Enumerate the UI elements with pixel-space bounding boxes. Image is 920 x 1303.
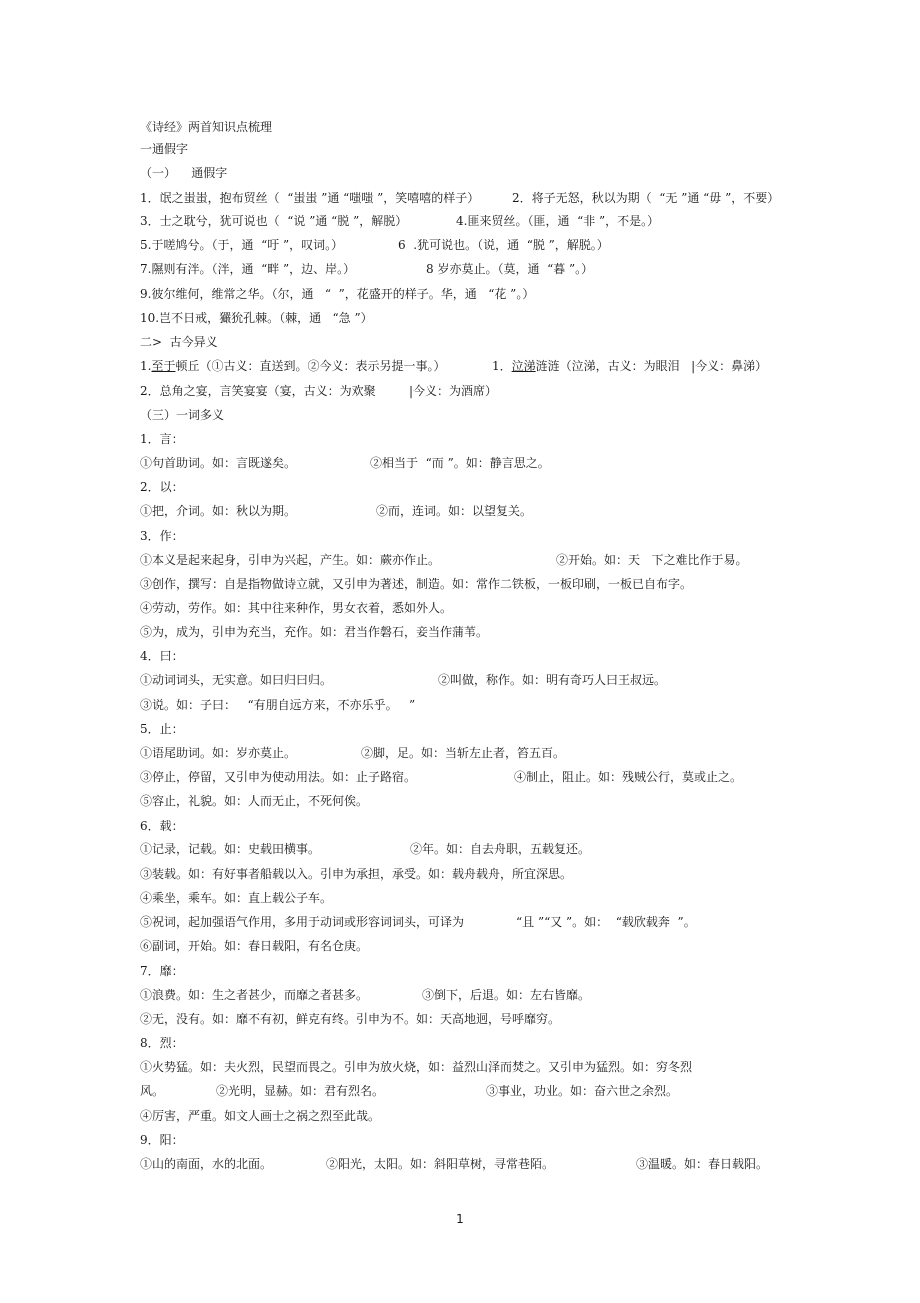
word-zuo-sense-5: ⑤为，成为，引申为充当，充作。如：君当作磐石，妾当作蒲苇。 [140, 625, 489, 639]
tongjia-item-2: 2．将子无怒，秋以为期（ “无 ”通 “毋 ”，不要） [512, 191, 780, 205]
section-heading-2: 二> 古今异义 [140, 335, 218, 349]
tongjia-item-6: 6 .犹可说也。（说，通 “脱 ”，解脱。） [398, 238, 609, 252]
word-heading-mi: 7．靡： [140, 964, 184, 978]
word-zuo-sense-1: ①本义是起来起身，引申为兴起，产生。如：蕨亦作止。 [140, 553, 441, 567]
word-heading-lie: 8．烈： [140, 1036, 184, 1050]
word-zai-sense-3: ③装载。如：有好事者船载以入。引申为承担，承受。如：载舟载舟，所宜深思。 [140, 867, 573, 881]
word-yi-sense-2: ②而，连词。如：以望复关。 [376, 504, 533, 518]
word-zai-sense-5b: “且 ”“又 ”。如： “载欣载奔 ”。 [516, 915, 696, 929]
word-yan-sense-1: ①句首助词。如：言既遂矣。 [140, 456, 297, 470]
word-heading-yang: 9．阳： [140, 1133, 184, 1147]
gujin-item-1b-term: 泣涕 [511, 359, 536, 373]
tongjia-item-3: 3．士之耽兮，犹可说也（ “说 ”通 “脱 ”，解脱） [140, 214, 408, 228]
word-mi-sense-1: ①浪费。如：生之者甚少，而靡之者甚多。 [140, 988, 369, 1002]
page-number: 1 [456, 1212, 464, 1226]
tongjia-item-1: 1．氓之蚩蚩，抱布贸丝（ “蚩蚩 ”通 “嗤嗤 ”，笑嘻嘻的样子） [140, 191, 480, 205]
word-heading-yue: 4．曰： [140, 649, 184, 663]
tongjia-item-8: 8 岁亦莫止。（莫，通 “暮 ”。） [426, 262, 594, 276]
word-zhi-sense-5: ⑤容止，礼貌。如：人而无止，不死何俟。 [140, 794, 369, 808]
tongjia-item-9: 9.彼尔维何，维常之华。（尔，通 “ ”，花盛开的样子。华，通 “花 ”。） [140, 287, 535, 301]
word-zai-sense-6: ⑥副词，开始。如：春日载阳，有名仓庚。 [140, 939, 369, 953]
word-yi-sense-1: ①把，介词。如：秋以为期。 [140, 504, 297, 518]
word-zuo-sense-2: ②开始。如：天 下之难比作于易。 [556, 553, 748, 567]
word-yang-sense-1: ①山的南面，水的北面。 [140, 1157, 273, 1171]
word-yue-sense-3: ③说。如：子曰： “有朋自远方来，不亦乐乎。 ” [140, 698, 416, 712]
word-mi-sense-2: ②无，没有。如：靡不有初，鲜克有终。引申为不。如：天高地迥，号呼靡穷。 [140, 1012, 561, 1026]
word-zhi-sense-4: ④制止，阻止。如：残贼公行，莫或止之。 [514, 770, 743, 784]
gujin-item-1a-text: 顿丘（①古义：直送到。②今义：表示另提一事。） [175, 359, 446, 373]
word-zhi-sense-1: ①语尾助词。如：岁亦莫止。 [140, 746, 297, 760]
word-heading-yan: 1．言： [140, 432, 184, 446]
word-heading-yi: 2．以： [140, 480, 184, 494]
tongjia-item-5: 5.于嗟鸠兮。（于，通 “吁 ”，叹词。） [140, 238, 344, 252]
gujin-item-1a-number: 1. [140, 359, 152, 373]
document-title: 《诗经》两首知识点梳理 [140, 120, 273, 134]
word-lie-sense-1: ①火势猛。如：夫火烈，民望而畏之。引申为放火烧，如：益烈山泽而焚之。又引申为猛烈。如：穷冬烈 [140, 1060, 693, 1074]
tongjia-item-7: 7.隰则有泮。（泮，通 “畔 ”，边、岸。） [140, 262, 356, 276]
word-zai-sense-5a: ⑤祝词，起加强语气作用，多用于动词或形容词词头，可译为 [140, 915, 465, 929]
word-yang-sense-2: ②阳光，太阳。如：斜阳草树，寻常巷陌。 [326, 1157, 555, 1171]
gujin-item-2b: |今义：为酒席） [409, 384, 498, 398]
word-zhi-sense-3: ③停止，停留，又引申为使动用法。如：止子路宿。 [140, 770, 417, 784]
word-lie-sense-2: ②光明，显赫。如：君有烈名。 [216, 1084, 385, 1098]
section-heading-1: 一通假字 [140, 142, 189, 156]
gujin-item-1a-term: 至于 [151, 359, 176, 373]
tongjia-item-4: 4.匪来贸丝。（匪，通 “非 ”，不是。） [456, 214, 660, 228]
gujin-item-1b [492, 358, 767, 374]
word-lie-sense-4: ④厉害，严重。如文人画士之祸之烈至此哉。 [140, 1109, 381, 1123]
word-heading-zuo: 3．作： [140, 529, 184, 543]
word-lie-sense-1-cont: 风。 [140, 1084, 165, 1098]
gujin-item-1b-number: 1． [492, 359, 512, 373]
word-yue-sense-1: ①动词词头，无实意。如曰归曰归。 [140, 673, 333, 687]
word-heading-zai: 6．载： [140, 819, 184, 833]
word-mi-sense-3: ③倒下，后退。如：左右皆靡。 [422, 988, 591, 1002]
word-lie-sense-3: ③事业，功业。如：奋六世之余烈。 [486, 1084, 679, 1098]
word-heading-zhi: 5．止： [140, 722, 184, 736]
section-heading-3: （三）一词多义 [140, 408, 225, 422]
word-yue-sense-2: ②叫做，称作。如：明有奇巧人曰王叔远。 [438, 673, 667, 687]
word-zuo-sense-3: ③创作，撰写：自是指物做诗立就，又引申为著述，制造。如：常作二铁板，一板印刷，一板已自布字。 [140, 577, 693, 591]
tongjia-item-10: 10.岂不日戒，玁狁孔棘。（棘，通 “急 ”） [140, 311, 373, 325]
word-yan-sense-2: ②相当于 “而 ”。如：静言思之。 [370, 456, 550, 470]
gujin-item-1a [140, 358, 445, 374]
gujin-item-1b-text: 涟涟（泣涕，古义：为眼泪 |今义：鼻涕） [535, 359, 768, 373]
word-yang-sense-3: ③温暖。如：春日载阳。 [636, 1157, 769, 1171]
word-zhi-sense-2: ②脚，足。如：当斩左止者，笞五百。 [361, 746, 566, 760]
word-zai-sense-1: ①记录，记载。如：史载田横事。 [140, 842, 321, 856]
subsection-heading-1: （一） 通假字 [140, 166, 228, 180]
word-zuo-sense-4: ④劳动，劳作。如：其中往来种作，男女衣着，悉如外人。 [140, 601, 453, 615]
gujin-item-2a: 2．总角之宴，言笑宴宴（宴，古义：为欢聚 [140, 384, 376, 398]
word-zai-sense-4: ④乘坐，乘车。如：直上载公子车。 [140, 891, 333, 905]
word-zai-sense-2: ②年。如：自去舟职，五载复还。 [410, 842, 591, 856]
